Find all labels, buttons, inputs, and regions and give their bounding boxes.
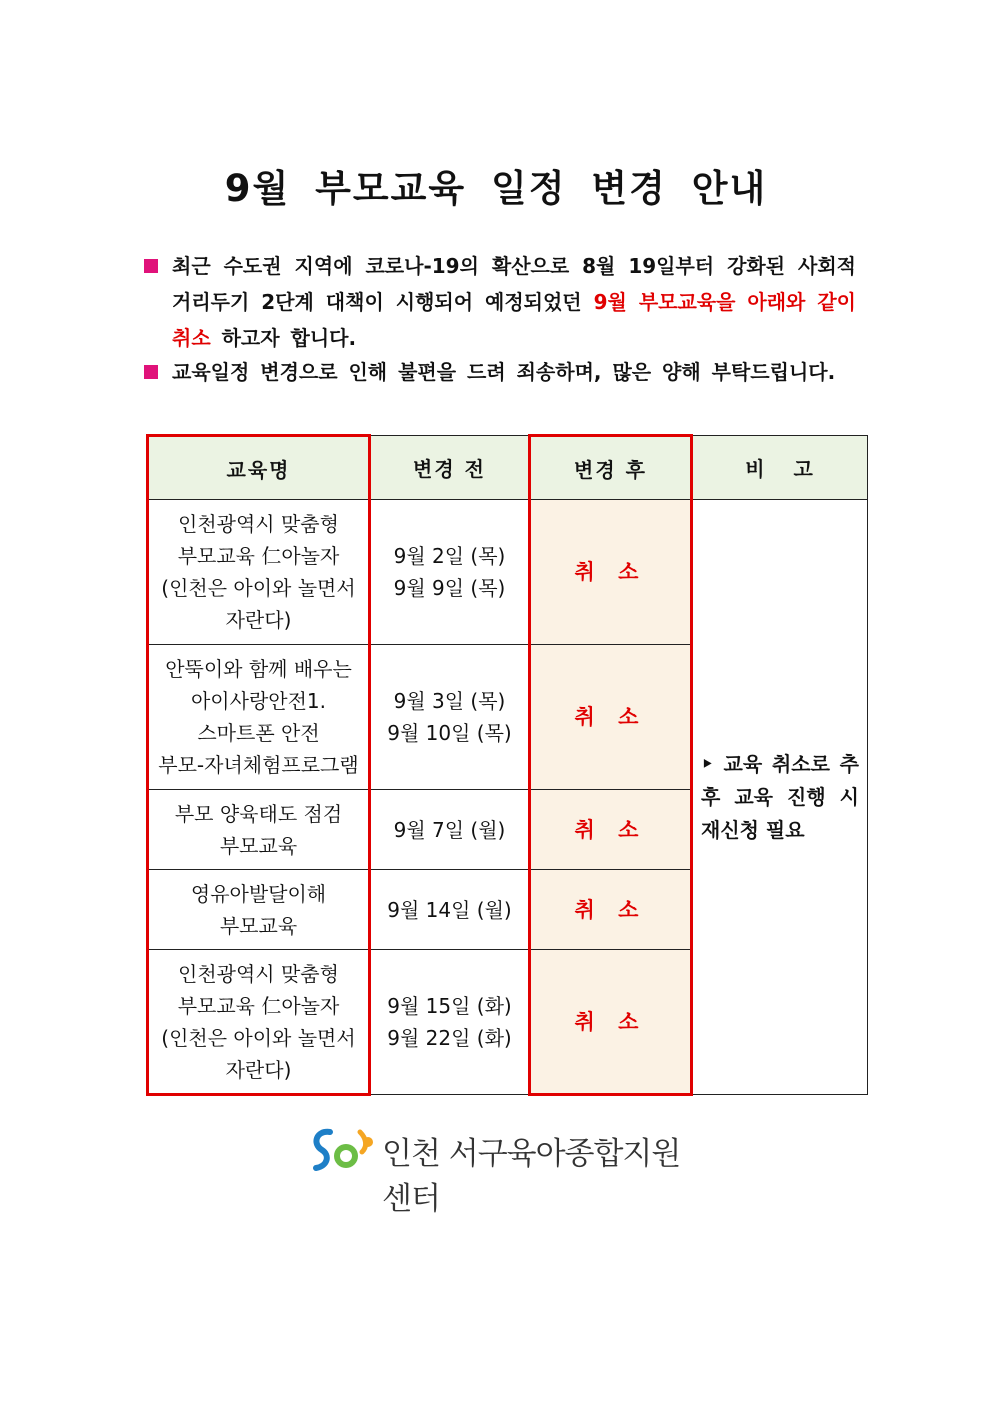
center-logo-text: 인천 서구육아종합지원센터 xyxy=(382,1136,681,1217)
header-remarks: 비 고 xyxy=(692,436,868,500)
course-name-cell: 안뚝이와 함께 배우는 아이사랑안전1. 스마트폰 안전 부모-자녀체험프로그램 xyxy=(148,645,370,790)
center-emblem-icon xyxy=(308,1124,378,1176)
cancel-status-cell: 취 소 xyxy=(530,790,692,870)
table-row xyxy=(148,500,868,645)
notice-text-2: 교육일정 변경으로 인해 불편을 드려 죄송하며, 많은 양해 부탁드립니다. xyxy=(172,360,836,384)
cancel-status-cell: 취 소 xyxy=(530,500,692,645)
cancel-status-cell: 취 소 xyxy=(530,645,692,790)
table-header-row xyxy=(148,436,868,500)
notice-paragraph-1 xyxy=(144,248,856,356)
cancel-status-cell: 취 소 xyxy=(530,870,692,950)
center-logo xyxy=(308,1124,688,1217)
square-bullet-icon xyxy=(144,259,158,273)
notice-text-1 xyxy=(172,248,856,356)
course-name-cell: 인천광역시 맞춤형 부모교육 仁아놀자 (인천은 아이와 놀면서 자란다) xyxy=(148,500,370,645)
notice-text-highlight: 9월 부모교육을 아래와 같이 취소 xyxy=(172,290,856,350)
course-name-cell: 부모 양육태도 점검 부모교육 xyxy=(148,790,370,870)
before-date-cell: 9월 3일 (목) 9월 10일 (목) xyxy=(370,645,530,790)
cancel-status-cell: 취 소 xyxy=(530,950,692,1095)
notice-text-before: 최근 수도권 지역에 코로나-19의 확산으로 8월 19일부터 강화된 사회적 거리두기 2단계 대책이 시행되어 예정되었던 xyxy=(172,254,856,314)
before-date-cell: 9월 2일 (목) 9월 9일 (목) xyxy=(370,500,530,645)
before-date-cell: 9월 15일 (화) 9월 22일 (화) xyxy=(370,950,530,1095)
header-course-name: 교육명 xyxy=(148,436,370,500)
before-date-cell: 9월 14일 (월) xyxy=(370,870,530,950)
remark-cell: ‣ 교육 취소로 추후 교육 진행 시 재신청 필요 xyxy=(692,500,868,1095)
square-bullet-icon xyxy=(144,365,158,379)
header-after-change: 변경 후 xyxy=(530,436,692,500)
before-date-cell: 9월 7일 (월) xyxy=(370,790,530,870)
header-before-change: 변경 전 xyxy=(370,436,530,500)
notice-text-after: 하고자 합니다. xyxy=(210,326,357,350)
course-name-cell: 영유아발달이해 부모교육 xyxy=(148,870,370,950)
course-name-cell: 인천광역시 맞춤형 부모교육 仁아놀자 (인천은 아이와 놀면서 자란다) xyxy=(148,950,370,1095)
page-title: 9월 부모교육 일정 변경 안내 xyxy=(224,167,768,210)
notice-paragraph-2 xyxy=(144,354,856,390)
schedule-table xyxy=(146,434,868,1096)
